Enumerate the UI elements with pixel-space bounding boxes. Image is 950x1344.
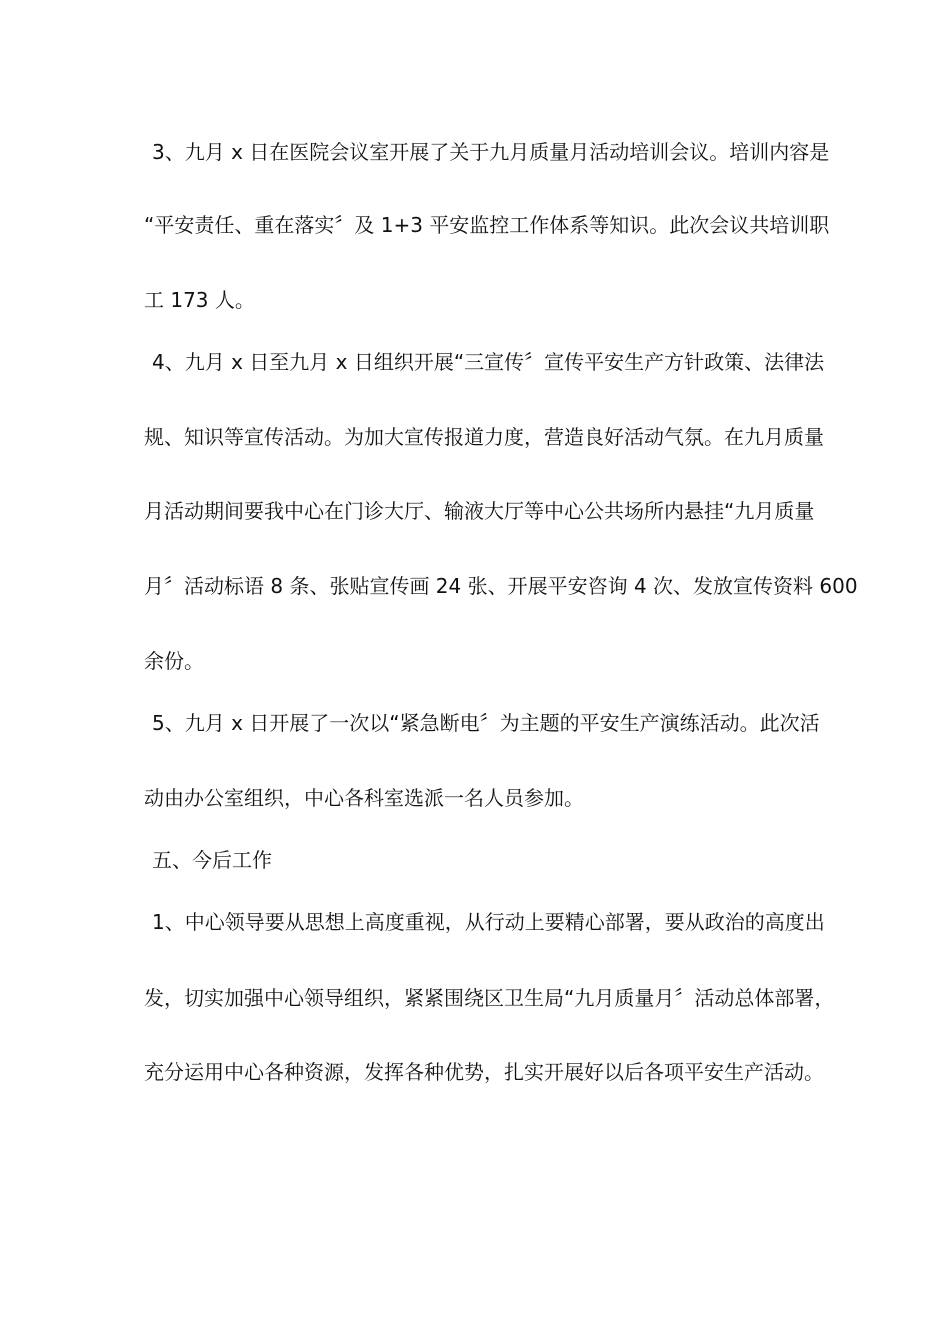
paragraph-3-line-1: 3、九月 x 日在医院会议室开展了关于九月质量月活动培训会议。培训内容是 — [152, 140, 830, 164]
paragraph-4-line-2: 规、知识等宣传活动。为加大宣传报道力度，营造良好活动气氛。在九月质量 — [144, 425, 824, 449]
paragraph-3-line-3: 工 173 人。 — [144, 288, 255, 312]
paragraph-4-line-1: 4、九月 x 日至九月 x 日组织开展“三宣传〞宣传平安生产方针政策、法律法 — [152, 350, 825, 374]
future-paragraph-1-line-3: 充分运用中心各种资源，发挥各种优势，扎实开展好以后各项平安生产活动。 — [144, 1060, 824, 1084]
paragraph-5-line-2: 动由办公室组织，中心各科室选派一名人员参加。 — [144, 786, 584, 810]
paragraph-5-line-1: 5、九月 x 日开展了一次以“紧急断电〞为主题的平安生产演练活动。此次活 — [152, 711, 820, 735]
section-heading: 五、今后工作 — [152, 848, 272, 872]
paragraph-4-line-3: 月活动期间要我中心在门诊大厅、输液大厅等中心公共场所内悬挂“九月质量 — [144, 499, 815, 523]
paragraph-4-line-5: 余份。 — [144, 649, 204, 673]
future-paragraph-1-line-2: 发，切实加强中心领导组织，紧紧围绕区卫生局“九月质量月〞活动总体部署， — [144, 986, 835, 1010]
paragraph-4-line-4: 月〞活动标语 8 条、张贴宣传画 24 张、开展平安咨询 4 次、发放宣传资料 600 — [144, 574, 858, 598]
future-paragraph-1-line-1: 1、中心领导要从思想上高度重视，从行动上要精心部署，要从政治的高度出 — [152, 910, 825, 934]
paragraph-3-line-2: “平安责任、重在落实〞及 1+3 平安监控工作体系等知识。此次会议共培训职 — [144, 213, 830, 237]
